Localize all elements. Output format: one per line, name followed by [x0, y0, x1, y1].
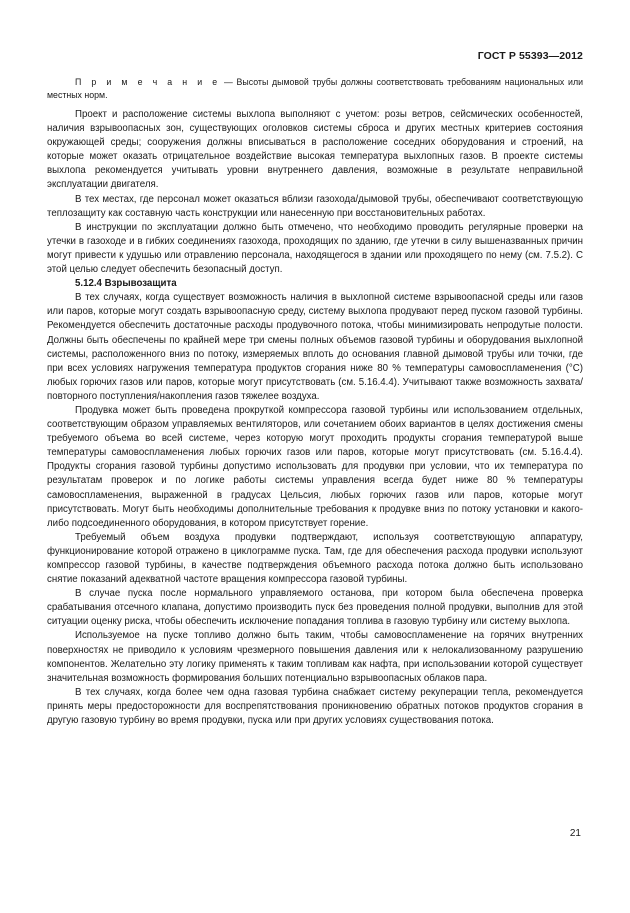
section-paragraph-purge-method: Продувка может быть проведена прокруткой компрессора газовой турбины или использованием отдельных, соответствующим образом управляемых вентиляторов, или сочетанием обоих вариантов в целях достижения смены требуемого объема во всей системе, через которую могут проходить продукты сгорания температурой выше температуры самовоспламенения любых горючих газов или паров, которые могут присутствовать (см. 5.16.4.4). Продукты сгорания газовой турбины допустимо использовать для продувки при условии, что их температура по результатам проверок и по логике работы системы управления всегда будет ниже 80 % температуры самовоспламенения, выраженной в градусах Цельсия, любых горючих газов или паров, которые могут присутствовать. Могут быть необходимы дополнительные требования к продувке вниз по потоку установки и какого-либо подсоединенного оборудования, в котором присутствует горение. — [47, 404, 583, 529]
section-paragraph-purge-volume: Требуемый объем воздуха продувки подтверждают, используя соответствующую аппаратуру, функционирование которой отражено в циклограмме пуска. Там, где для обеспечения расхода продувки используют компрессор газовой турбины, в качестве подтверждения объемного расхода потока должно быть использовано снятие показаний адекватной частоте вращения компрессора газовой турбины. — [47, 531, 583, 586]
section-paragraph-multiple-turbines: В тех случаях, когда более чем одна газовая турбина снабжает систему рекуперации тепла, рекомендуется принять меры предосторожности для воспрепятствования проникновению обратных потоков продуктов сгорания в другую газовую турбину во время продувки, пуска или при других условиях существования потока. — [47, 686, 583, 727]
section-paragraph-purge-requirement: В тех случаях, когда существует возможность наличия в выхлопной системе взрывоопасной среды или газов или паров, которые могут создать взрывоопасную среду, систему выхлопа продувают перед пуском газовой турбины. Рекомендуется обеспечить достаточные расходы продувочного потока, чтобы минимизировать непродутые полости. Должны быть обеспечены по крайней мере три смены полных объемов газовой турбины и оборудования выхлопной системы, расположенного вниз по потоку, измеряемых вплоть до основания главной дымовой трубы или точки, где при всех условиях нагружения температура продуктов сгорания ниже 80 % температуры самовоспламенения (°С) любых горючих газов или паров, которые могут присутствовать (см. 5.16.4.4). Учитывают также возможность захвата/повторного поступления/накопления газов тяжелее воздуха. — [47, 292, 583, 402]
section-paragraph-restart: В случае пуска после нормального управляемого останова, при котором была обеспечена проверка срабатывания отсечного клапана, допустимо производить пуск без проведения полной продувки, выполнив для этой ситуации оценку риска, чтобы обеспечить исключение попадания топлива в газовую турбину или систему выхлопа. — [47, 588, 583, 628]
standard-header: ГОСТ Р 55393—2012 — [477, 50, 583, 62]
body-paragraph-heat-protection: В тех местах, где персонал может оказаться вблизи газохода/дымовой трубы, обеспечивают соответствующую теплозащиту как составную часть конструкции или нанесенную при восстановительных работах. — [47, 193, 583, 219]
note-label: П р и м е ч а н и е — [75, 77, 221, 87]
body-paragraph-exhaust-design: Проект и расположение системы выхлопа выполняют с учетом: розы ветров, сейсмических особенностей, наличия взрывоопасных зон, существующих оголовков системы сброса и других местных критериев состояния окружающей среды; сооружения должны вписываться в расположение соседних оборудования и строений, на которые может оказать отрицательное воздействие высокая температура выхлопных газов. В проекте системы выхлопа рекомендуется учитывать уровни внутреннего давления, возможные в результате неправильной эксплуатации двигателя. — [47, 109, 583, 191]
page-body — [47, 76, 583, 728]
note-paragraph — [47, 76, 583, 102]
body-paragraph-leak-inspection: В инструкции по эксплуатации должно быть отмечено, что необходимо проводить регулярные проверки на утечки в газоходе и в гибких соединениях газохода, проходящих по зданию, где утечки в силу вышеназванных причин могут привести к удушью или отравлению персонала, находящегося в здании или проходящего по нему (см. 7.5.2). С этой целью следует обеспечить безопасный доступ. — [47, 221, 583, 276]
section-paragraph-start-fuel: Используемое на пуске топливо должно быть таким, чтобы самовоспламенение на горячих внутренних поверхностях не приводило к условиям чрезмерного повышения давления или к нелокализованному разрушению компонентов. Желательно эту логику применять к таким топливам как нафта, при использовании которой существует значительная возможность формирования больших потенциально взрывоопасных облаков пара. — [47, 630, 583, 684]
section-heading: 5.12.4 Взрывозащита — [75, 278, 177, 290]
note-text: — Высоты дымовой трубы должны соответствовать требованиям национальных или местных норм. — [47, 77, 583, 100]
page-number: 21 — [569, 828, 581, 839]
